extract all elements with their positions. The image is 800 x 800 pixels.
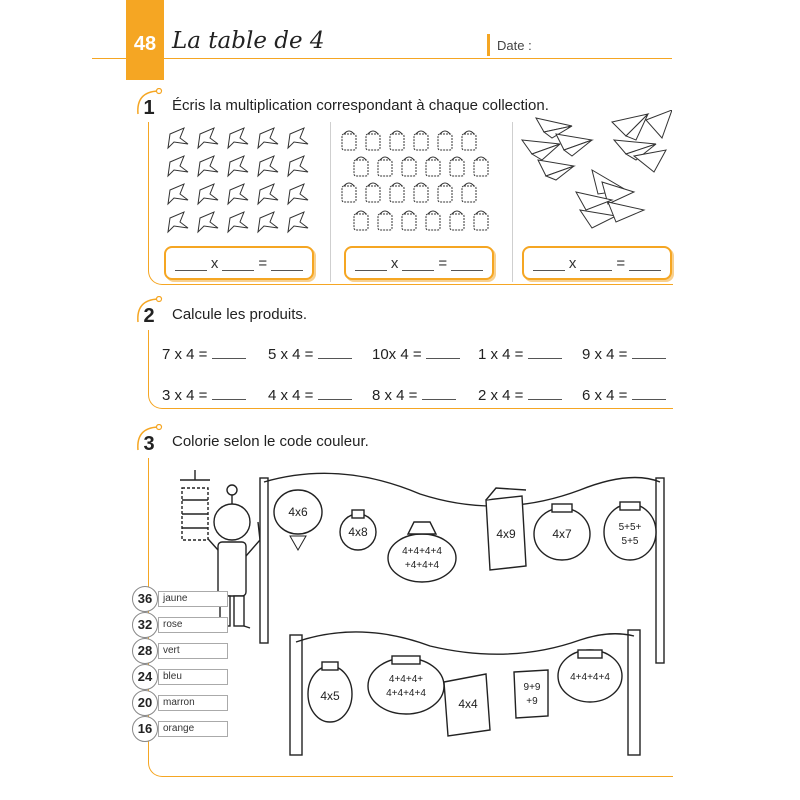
equals-sign: =: [616, 254, 626, 272]
answer-blank[interactable]: [318, 344, 352, 359]
answer-box-2[interactable]: [344, 246, 494, 280]
answer-blank[interactable]: [271, 256, 303, 271]
lantern-label: 4+4+4+4: [570, 672, 610, 683]
calc-item: 5 x 4 =: [268, 344, 352, 363]
calc-item: 10x 4 =: [372, 344, 460, 363]
paper-plane-collection: [516, 110, 672, 240]
lantern-label: +9: [526, 696, 538, 707]
top-lanterns: [274, 488, 656, 582]
page-title: La table de 4: [172, 28, 325, 54]
legend-color-label: bleu: [158, 669, 228, 685]
legend-color-label: rose: [158, 617, 228, 633]
answer-blank[interactable]: [422, 385, 456, 400]
legend-color-label: orange: [158, 721, 228, 737]
lantern-label: 4x7: [552, 527, 572, 541]
lantern-illustration[interactable]: [160, 460, 672, 760]
calc-item: 6 x 4 =: [582, 385, 666, 404]
lantern-label: 5+5: [621, 536, 639, 547]
times-sign: x: [568, 254, 577, 272]
lantern-label: 4+4+4+4: [402, 546, 442, 557]
post: [628, 630, 640, 755]
answer-blank[interactable]: [629, 256, 661, 271]
calc-item: 8 x 4 =: [372, 385, 456, 404]
exercise-3-number: 3: [143, 433, 155, 455]
legend-number: 32: [132, 612, 158, 638]
exercise-2-number: 2: [143, 305, 155, 327]
answer-blank[interactable]: [175, 256, 207, 271]
exercise-3-instruction: Colorie selon le code couleur.: [172, 433, 369, 450]
lantern-label: 4x6: [288, 505, 308, 519]
calc-item: 2 x 4 =: [478, 385, 562, 404]
answer-blank[interactable]: [533, 256, 565, 271]
calc-item: 1 x 4 =: [478, 344, 562, 363]
panel-divider-2: [512, 122, 513, 282]
post: [260, 478, 268, 643]
calc-item: 7 x 4 =: [162, 344, 246, 363]
times-sign: x: [390, 254, 399, 272]
lantern-label: 4x9: [496, 527, 516, 541]
answer-box-3[interactable]: [522, 246, 672, 280]
lantern-label: 5+5+: [618, 522, 642, 533]
lantern-label: +4+4+4: [404, 560, 440, 571]
equals-sign: =: [438, 254, 448, 272]
answer-blank[interactable]: [528, 344, 562, 359]
lantern-label: 4+4+4+: [388, 674, 424, 685]
lantern-label: 4x8: [348, 525, 368, 539]
bottom-lanterns: [308, 650, 622, 736]
bird-collection: [160, 124, 320, 238]
answer-blank[interactable]: [426, 344, 460, 359]
lantern-label: 4+4+4+4: [386, 688, 426, 699]
equals-sign: =: [258, 254, 268, 272]
lantern-label: 4x4: [458, 697, 478, 711]
answer-blank[interactable]: [222, 256, 254, 271]
legend-number: 16: [132, 716, 158, 742]
calc-item: 4 x 4 =: [268, 385, 352, 404]
date-marker: [487, 34, 490, 56]
exercise-1-instruction: Écris la multiplication correspondant à chaque collection.: [172, 97, 549, 114]
answer-blank[interactable]: [451, 256, 483, 271]
bag-collection: [338, 124, 508, 238]
legend-number: 24: [132, 664, 158, 690]
answer-blank[interactable]: [632, 385, 666, 400]
answer-blank[interactable]: [212, 344, 246, 359]
legend-number: 36: [132, 586, 158, 612]
answer-blank[interactable]: [402, 256, 434, 271]
legend-color-label: marron: [158, 695, 228, 711]
answer-blank[interactable]: [318, 385, 352, 400]
panel-divider-1: [330, 122, 331, 282]
answer-blank[interactable]: [528, 385, 562, 400]
times-sign: x: [210, 254, 219, 272]
legend-color-label: jaune: [158, 591, 228, 607]
date-label: Date :: [497, 38, 532, 53]
post: [290, 635, 302, 755]
post: [656, 478, 664, 663]
legend-color-label: vert: [158, 643, 228, 659]
answer-blank[interactable]: [355, 256, 387, 271]
legend-number: 28: [132, 638, 158, 664]
calc-item: 3 x 4 =: [162, 385, 246, 404]
legend-number: 20: [132, 690, 158, 716]
exercise-1-number: 1: [143, 97, 155, 119]
header-divider: [92, 58, 672, 59]
exercise-2-instruction: Calcule les produits.: [172, 306, 308, 323]
calc-item: 9 x 4 =: [582, 344, 666, 363]
answer-blank[interactable]: [212, 385, 246, 400]
answer-blank[interactable]: [580, 256, 612, 271]
page-number: 48: [133, 33, 157, 55]
lantern-label: 9+9: [523, 682, 541, 693]
lantern-label: 4x5: [320, 689, 340, 703]
answer-box-1[interactable]: [164, 246, 314, 280]
answer-blank[interactable]: [632, 344, 666, 359]
